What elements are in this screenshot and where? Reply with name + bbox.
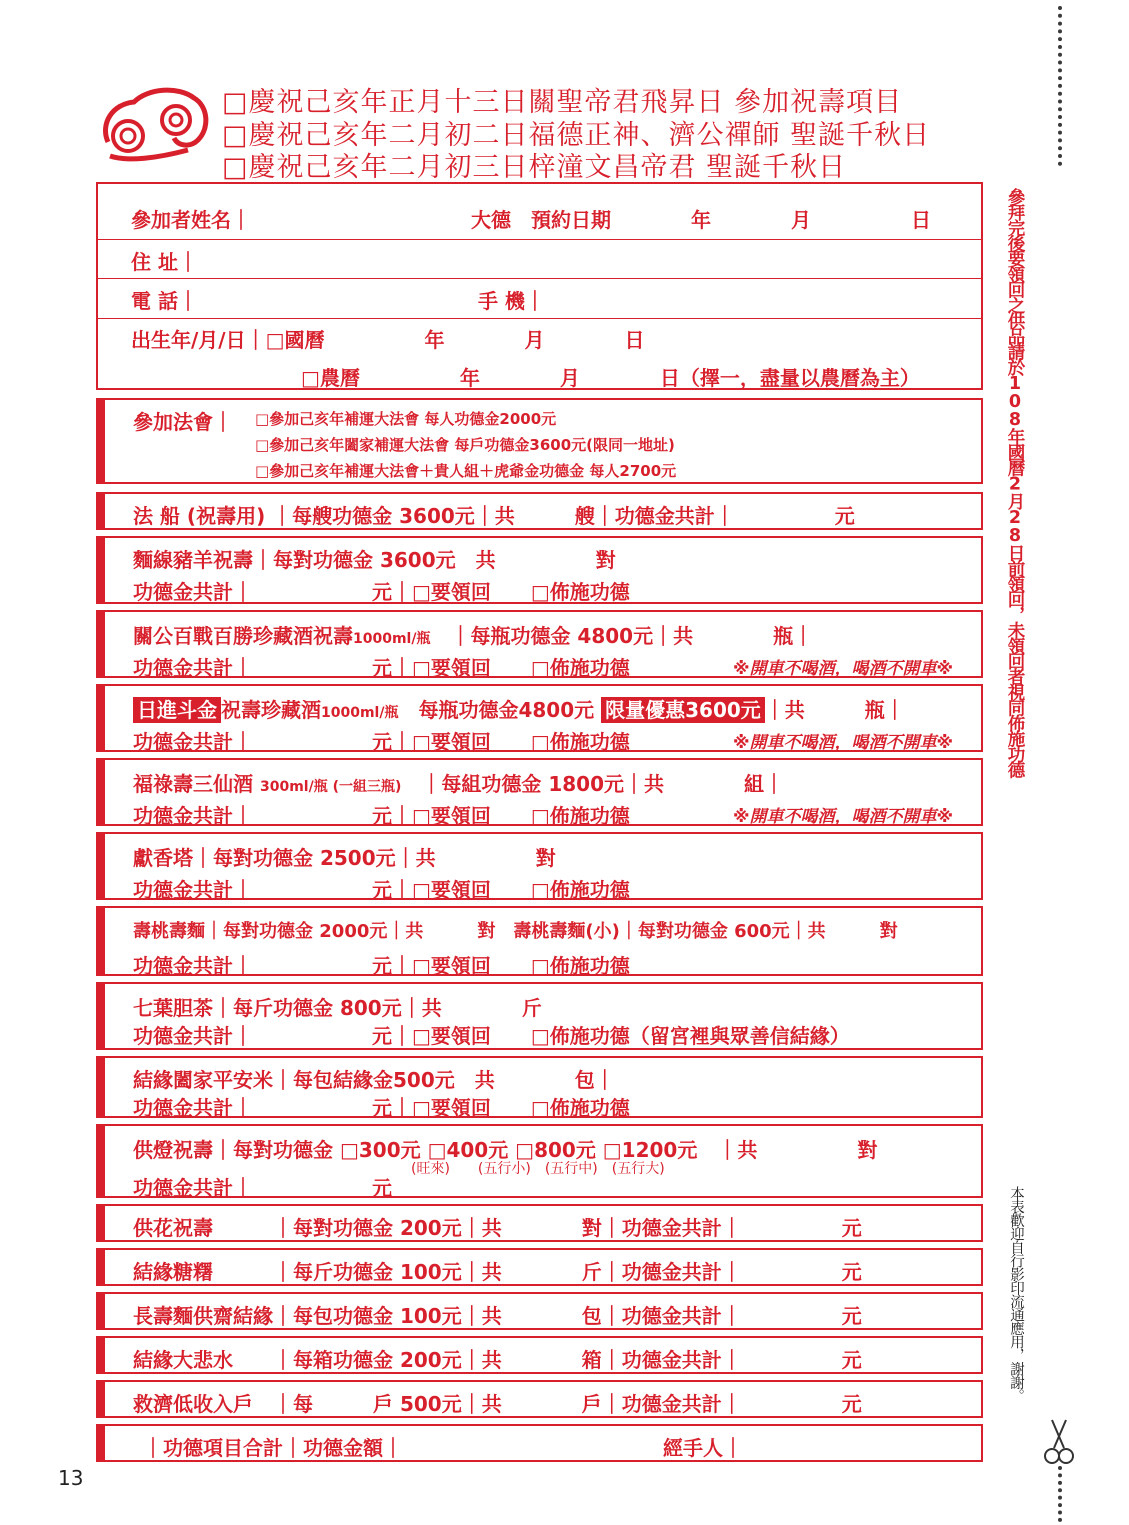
header-line-1[interactable]: □慶祝己亥年正月十三日關聖帝君飛昇日 參加祝壽項目 [222,87,903,118]
incense-tower-box [96,832,983,900]
rice-box [96,1056,983,1118]
total-label: 功德金共計｜ [133,878,253,902]
header-line-3[interactable]: □慶祝己亥年二月初三日梓潼文昌帝君 聖誕千秋日 [222,152,847,183]
tea-box [96,982,983,1050]
total-label: 功德金共計｜ [133,730,253,754]
return-choice-tea[interactable]: 元｜□要領回 □佈施功德（留宮裡與眾善信結緣） [372,1024,850,1048]
registrant-info-box [96,182,983,390]
return-choice[interactable]: 元｜□要領回 □佈施功德 [372,656,630,680]
guangong-wine-row[interactable]: 關公百戰百勝珍藏酒祝壽1000ml/瓶 ｜每瓶功德金 4800元｜共 瓶｜ [133,624,814,648]
side-copy-note: 本表歡迎自行影印流通應用，謝謝。 [1008,1186,1024,1402]
cut-line-bottom [1058,1466,1062,1522]
grand-total-row[interactable]: ｜功德項目合計｜功德金額｜ 經手人｜ [143,1436,743,1460]
drink-drive-warning: ※開車不喝酒，喝酒不開車※ [733,807,954,827]
return-choice[interactable]: 元｜□要領回 □佈施功德 [372,954,630,978]
rijin-wine-row[interactable]: 日進斗金 祝壽珍藏酒1000ml/瓶 每瓶功德金4800元 限量優惠3600元 ｜共 瓶｜ [133,694,905,723]
incense-tower-row[interactable]: 獻香塔｜每對功德金 2500元｜共 對 [133,846,556,870]
total-label: 功德金共計｜ [133,1096,253,1120]
rijin-highlight: 日進斗金 [133,697,221,723]
return-choice[interactable]: 元｜□要領回 □佈施功德 [372,730,630,754]
phone-row[interactable]: 電 話｜ 手 機｜ [131,289,545,313]
guangong-wine-box [96,610,983,678]
longevity-noodle-box [96,1292,983,1330]
return-choice[interactable]: 元｜□要領回 □佈施功德 [372,878,630,902]
birth-solar-row[interactable]: 出生年/月/日｜□國曆 年 月 日 [131,328,645,352]
dharma-assembly-label: 參加法會｜ [133,410,233,434]
fulushou-wine-row[interactable]: 福祿壽三仙酒 300ml/瓶 (一組三瓶) ｜每組功德金 1800元｜共 組｜ [133,772,785,796]
total-label: 功德金共計｜ [133,580,253,604]
total-label: 功德金共計｜ [133,1176,253,1200]
total-label: 功德金共計｜ [133,1024,253,1048]
dharma-option-1[interactable]: □參加己亥年補運大法會 每人功德金2000元 [255,410,557,428]
total-label: 功德金共計｜ [133,954,253,978]
dharma-option-3[interactable]: □參加己亥年補運大法會＋貴人組＋虎爺金功德金 每人2700元 [255,462,677,480]
mochi-row[interactable]: 結緣糖糬 ｜每斤功德金 100元｜共 斤｜功德金共計｜ 元 [133,1260,862,1284]
dharma-option-2[interactable]: □參加己亥年闔家補運大法會 每戶功德金3600元(限同一地址) [255,436,675,454]
mochi-box [96,1248,983,1286]
return-choice[interactable]: 元｜□要領回 □佈施功德 [372,1096,630,1120]
noodle-pig-sheep-row[interactable]: 麵線豬羊祝壽｜每對功德金 3600元 共 對 [133,548,616,572]
total-label: 功德金共計｜ [133,656,253,680]
tea-row[interactable]: 七葉胆茶｜每斤功德金 800元｜共 斤 [133,996,542,1020]
lamp-row[interactable]: 供燈祝壽｜每對功德金 □300元 □400元 □800元 □1200元 ｜共 對 [133,1138,878,1162]
drink-drive-warning: ※開車不喝酒，喝酒不開車※ [733,659,954,679]
dharma-boat-box [96,492,983,530]
holy-water-row[interactable]: 結緣大悲水 ｜每箱功德金 200元｜共 箱｜功德金共計｜ 元 [133,1348,862,1372]
scissors-icon [1044,1418,1074,1466]
flower-row[interactable]: 供花祝壽 ｜每對功德金 200元｜共 對｜功德金共計｜ 元 [133,1216,862,1240]
low-income-box [96,1380,983,1418]
address-row[interactable]: 住 址｜ [131,250,198,274]
rice-row[interactable]: 結緣闔家平安米｜每包結緣金500元 共 包｜ [133,1068,615,1092]
lamp-sub-labels: (旺來) (五行小) (五行中) (五行大) [411,1161,665,1177]
birth-lunar-row[interactable]: □農曆 年 月 日（擇一，盡量以農曆為主） [301,366,920,390]
fulushou-wine-box [96,758,983,826]
total-label: 功德金共計｜ [133,804,253,828]
return-choice[interactable]: 元｜□要領回 □佈施功德 [372,804,630,828]
header-line-2[interactable]: □慶祝己亥年二月初二日福德正神、濟公禪師 聖誕千秋日 [222,120,931,151]
peach-noodle-box [96,906,983,976]
dharma-assembly-box [96,398,983,484]
longevity-noodle-row[interactable]: 長壽麵供齋結緣｜每包功德金 100元｜共 包｜功德金共計｜ 元 [133,1304,862,1328]
holy-water-box [96,1336,983,1374]
lamp-yuan: 元 [372,1176,392,1200]
noodle-pig-sheep-box [96,536,983,604]
return-choice[interactable]: 元｜□要領回 □佈施功德 [372,580,630,604]
low-income-row[interactable]: 救濟低收入戶 ｜每 戶 500元｜共 戶｜功德金共計｜ 元 [133,1392,862,1416]
flower-box [96,1204,983,1242]
lamp-box [96,1124,983,1198]
page-number: 13 [58,1466,84,1490]
peach-noodle-row[interactable]: 壽桃壽麵｜每對功德金 2000元｜共 對 壽桃壽麵(小)｜每對功德金 600元｜共 對 [133,921,898,942]
name-date-row[interactable]: 參加者姓名｜ 大德 預約日期 年 月 日 [131,208,931,232]
rijin-wine-box [96,684,983,752]
grand-total-box [96,1424,983,1462]
promo-badge: 限量優惠3600元 [601,697,765,723]
dharma-boat-row[interactable]: 法 船 (祝壽用) ｜每艘功德金 3600元｜共 艘｜功德金共計｜ 元 [133,504,855,528]
cut-line-top [1058,6,1062,166]
drink-drive-warning: ※開車不喝酒，喝酒不開車※ [733,733,954,753]
side-notice: 參拜完後要領回之供品請於108年國曆2月28日前領回，未領回者視同佈施功德 [1005,188,1025,777]
cloud-logo-icon [98,84,216,164]
